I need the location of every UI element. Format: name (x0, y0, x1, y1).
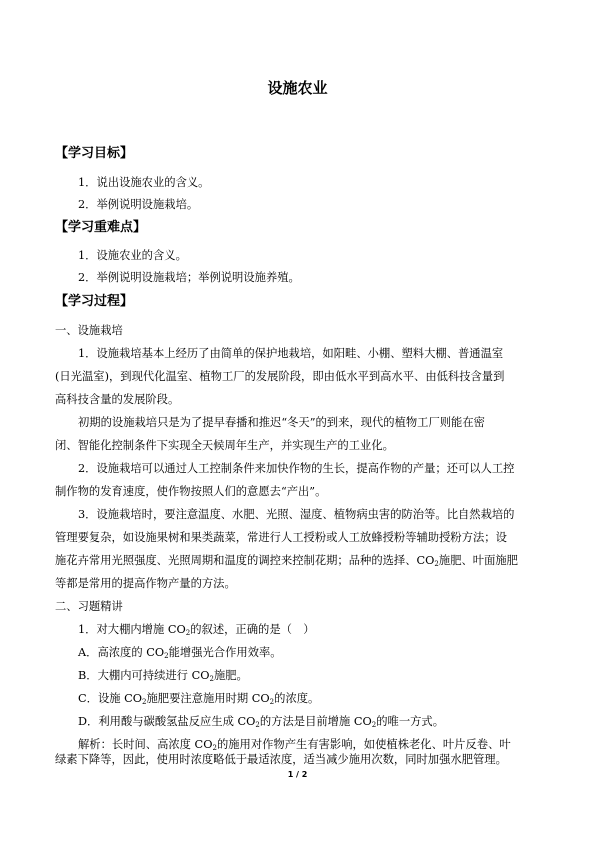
document-title: 设施农业 (267, 79, 328, 97)
para2-line2: 闭、智能化控制条件下实现全天候周年生产，并实现生产的工业化。 (55, 439, 394, 452)
subheading-facility-cultivation: 一、设施栽培 (55, 324, 123, 337)
goal-item-2: 2．举例说明设施栽培。 (78, 198, 199, 211)
para3-line2: 制作物的发育速度，使作物按照人们的意愿去“产出”。 (55, 485, 327, 498)
analysis-line1: 解析：长时间、高浓度 $CO_2$的施用对作物产生有害影响，如使植株老化、叶片反卷、叶 (78, 738, 511, 752)
para2-line1: 初期的设施栽培只是为了提早春播和推迟“冬天”的到来，现代的植物工厂则能在密 (78, 416, 485, 429)
question-1: 1．对大棚内增施 $CO_2$的叙述，正确的是（ ） (78, 623, 315, 637)
para3-line1: 2．设施栽培可以通过人工控制条件来加快作物的生长，提高作物的产量；还可以人工控 (78, 462, 515, 475)
goal-item-1: 1．说出设施农业的含义。 (78, 176, 210, 189)
para1-line2: (日光温室)，到现代化温室、植物工厂的发展阶段，即由低水平到高水平、由低科技含量到 (55, 370, 505, 383)
heading-learning-goals: 【学习目标】 (55, 146, 134, 161)
para4-line3: 施花卉常用光照强度、光照周期和温度的调控来控制花期；品种的选择、$CO_2$施肥、叶面施肥 (55, 554, 518, 568)
heading-key-points: 【学习重难点】 (55, 220, 147, 235)
para4-line1: 3．设施栽培时，要注意温度、水肥、光照、湿度、植物病虫害的防治等。比自然栽培的 (78, 508, 515, 521)
keypoint-item-2: 2．举例说明设施栽培；举例说明设施养殖。 (78, 271, 300, 284)
option-a: A．高浓度的 $CO_2$能增强光合作用效率。 (78, 646, 282, 660)
subheading-exercises: 二、习题精讲 (55, 600, 123, 613)
heading-learning-process: 【学习过程】 (55, 294, 134, 309)
para4-line4: 等都是常用的提高作物产量的方法。 (55, 577, 236, 590)
option-c: C．设施 $CO_2$施肥要注意施用时期 $CO_2$的浓度。 (78, 692, 320, 706)
keypoint-item-1: 1．设施农业的含义。 (78, 249, 187, 262)
page-number: 1 / 2 (287, 770, 308, 779)
para4-line2: 管理要复杂，如设施果树和果类蔬菜，常进行人工授粉或人工放蜂授粉等辅助授粉方法；设 (55, 531, 507, 544)
option-b: B．大棚内可持续进行 $CO_2$施肥。 (78, 669, 248, 683)
para1-line1: 1．设施栽培基本上经历了由简单的保护地栽培，如阳畦、小棚、塑料大棚、普通温室 (78, 347, 504, 360)
analysis-line2: 绿素下降等，因此，使用时浓度略低于最适浓度，适当减少施用次数，同时加强水肥管理。 (55, 753, 507, 766)
para1-line3: 高科技含量的发展阶段。 (55, 393, 180, 406)
option-d: D．利用酸与碳酸氢盐反应生成 $CO_2$的方法是目前增施 $CO_2$的唯一方式。 (78, 715, 445, 729)
